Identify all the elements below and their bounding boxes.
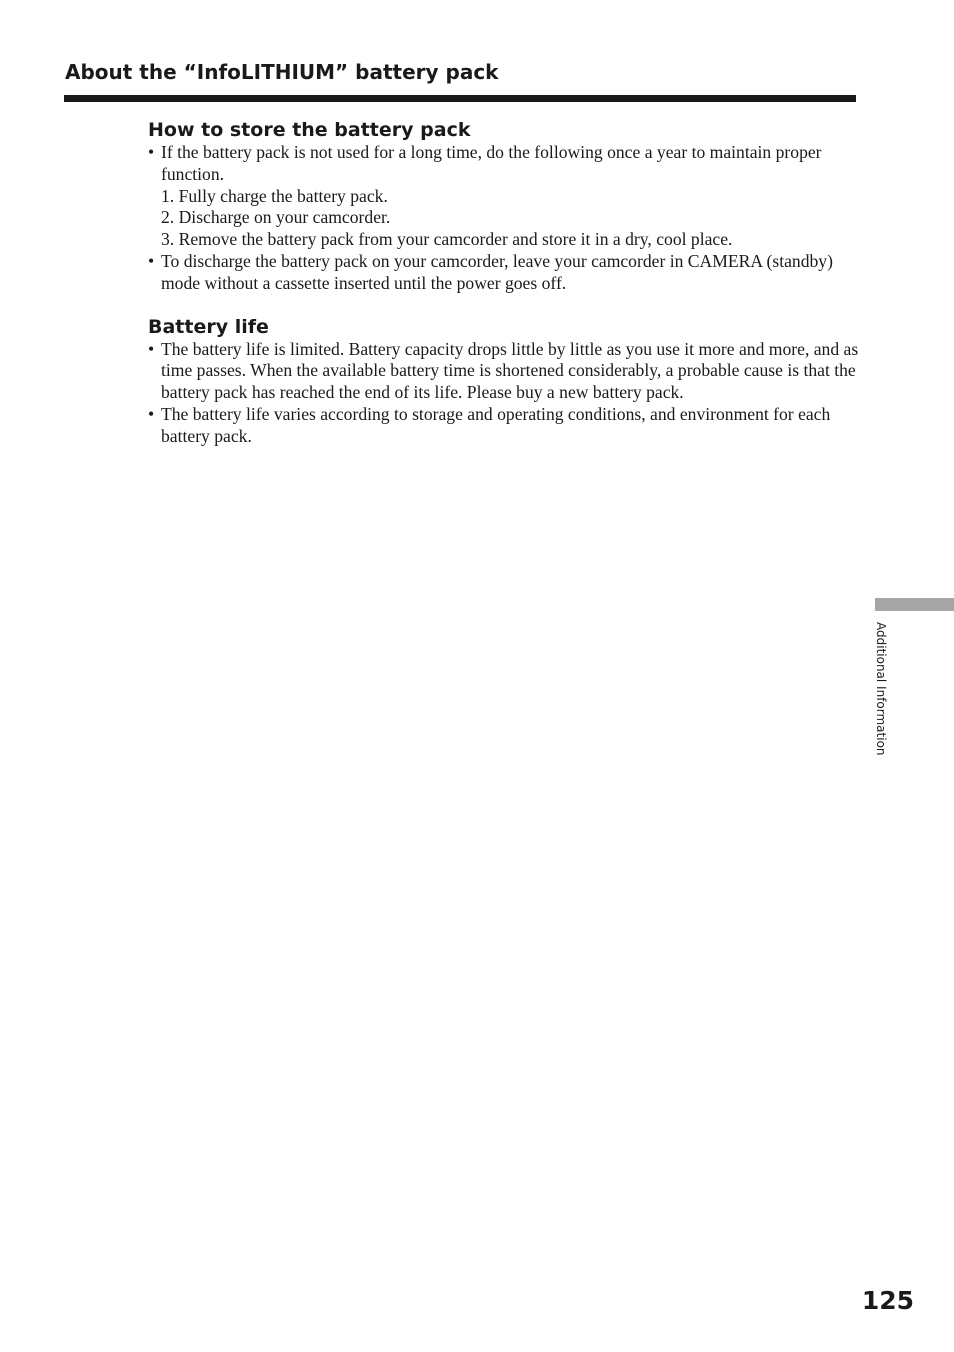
page-title: About the “InfoLITHIUM” battery pack [65,60,499,84]
bullet-text: The battery life is limited. Battery capacity drops little by little as you use it more and more, and as time passes. When the available battery time is shortened considerably, a probable cause is that the battery pack has reached the end of its life. Please buy a new battery pack. [161,338,859,403]
side-tab-bar [875,598,954,611]
bullet-item [148,339,860,404]
section-title: Battery life [148,315,269,338]
step-item: 3. Remove the battery pack from your camcorder and store it in a dry, cool place. [161,229,733,250]
bullet-item [148,142,860,186]
bullet-mark: • [148,338,155,359]
step-item: 2. Discharge on your camcorder. [161,207,391,228]
section-battery-life [148,315,860,448]
bullet-item [148,404,860,448]
header-rule [64,95,856,102]
section-title: How to store the battery pack [148,119,471,141]
bullet-text: To discharge the battery pack on your camcorder, leave your camcorder in CAMERA (standby) mode without a cassette inserted until the power goes off. [161,250,833,293]
bullet-text: The battery life varies according to storage and operating conditions, and environment for each battery pack. [161,403,831,446]
main-content [148,118,860,448]
section-store-battery [148,118,860,295]
bullet-mark: • [148,403,155,424]
bullet-mark: • [148,250,155,271]
side-tab-label: Additional Information [874,622,888,756]
bullet-text: If the battery pack is not used for a long time, do the following once a year to maintain proper function. [161,142,822,184]
bullet-mark: • [148,142,155,162]
page-number: 125 [861,1286,914,1315]
bullet-item [148,251,860,295]
step-item: 1. Fully charge the battery pack. [161,185,388,206]
